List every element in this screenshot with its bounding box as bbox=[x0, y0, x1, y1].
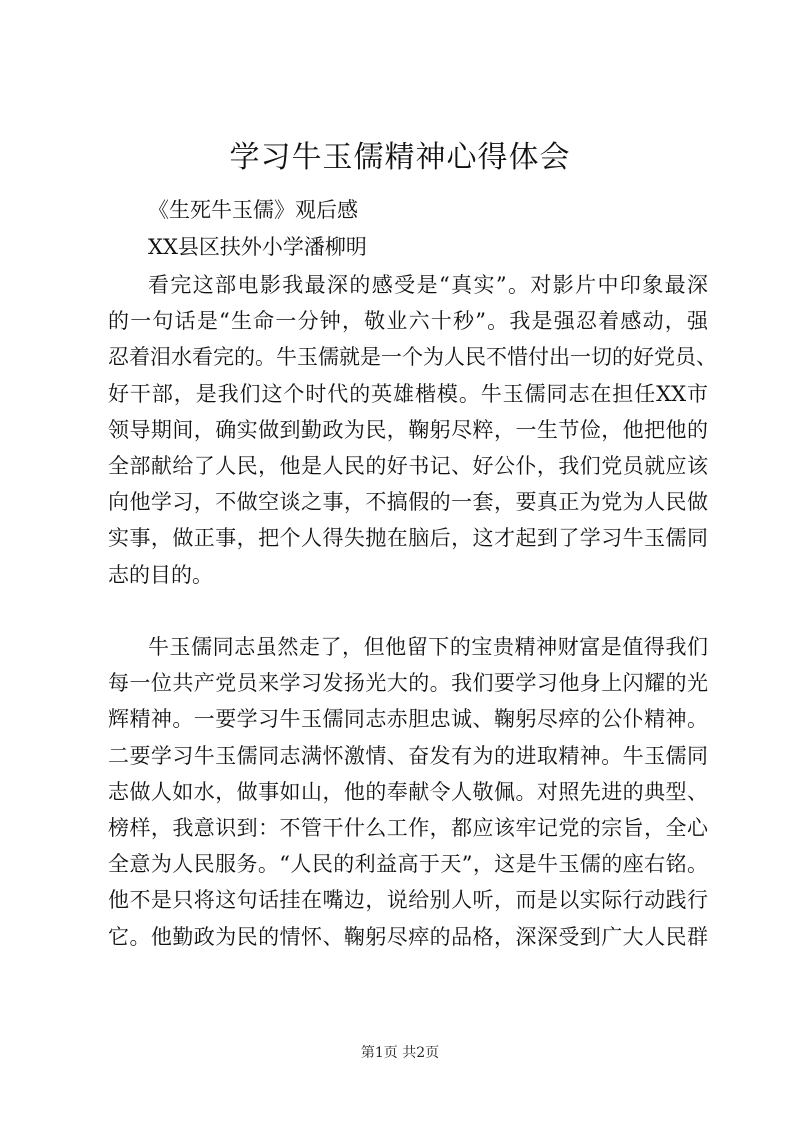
paragraph-line: 志做人如水，做事如山，他的奉献令人敬佩。对照先进的典型、 bbox=[108, 779, 708, 804]
author-line: XX县区扶外小学潘柳明 bbox=[148, 235, 367, 259]
paragraph-line: 好干部，是我们这个时代的英雄楷模。牛玉儒同志在担任XX市 bbox=[108, 381, 708, 406]
paragraph-line: 他不是只将这句话挂在嘴边，说给别人听，而是以实际行动践行 bbox=[108, 888, 708, 913]
paragraph-line: 辉精神。一要学习牛玉儒同志赤胆忠诚、鞠躬尽瘁的公仆精神。 bbox=[108, 707, 708, 732]
paragraph-line: 它。他勤政为民的情怀、鞠躬尽瘁的品格，深深受到广大人民群 bbox=[108, 924, 708, 949]
paragraph-line: 实事，做正事，把个人得失抛在脑后，这才起到了学习牛玉儒同 bbox=[108, 526, 708, 551]
paragraph-line: 看完这部电影我最深的感受是“真实”。对影片中印象最深 bbox=[148, 273, 708, 297]
page-title: 学习牛玉儒精神心得体会 bbox=[229, 140, 571, 175]
paragraph-line: 牛玉儒同志虽然走了，但他留下的宝贵精神财富是值得我们 bbox=[148, 635, 708, 659]
paragraph-line: 志的目的。 bbox=[108, 562, 213, 587]
paragraph-line: 向他学习，不做空谈之事，不搞假的一套，要真正为党为人民做 bbox=[108, 490, 708, 515]
paragraph-line: 忍着泪水看完的。牛玉儒就是一个为人民不惜付出一切的好党员、 bbox=[108, 345, 717, 370]
paragraph-1 bbox=[108, 271, 717, 597]
paragraph-line: 二要学习牛玉儒同志满怀激情、奋发有为的进取精神。牛玉儒同 bbox=[108, 743, 708, 768]
page-footer: 第1页 共2页 bbox=[360, 1045, 440, 1061]
paragraph-line: 的一句话是“生命一分钟，敬业六十秒”。我是强忍着感动，强 bbox=[108, 309, 708, 334]
subtitle: 《生死牛玉儒》观后感 bbox=[148, 198, 358, 222]
paragraph-line: 每一位共产党员来学习发扬光大的。我们要学习他身上闪耀的光 bbox=[108, 671, 708, 696]
paragraph-2 bbox=[108, 633, 708, 959]
paragraph-line: 全部献给了人民，他是人民的好书记、好公仆，我们党员就应该 bbox=[108, 453, 708, 478]
paragraph-line: 榜样，我意识到：不管干什么工作，都应该牢记党的宗旨，全心 bbox=[108, 815, 708, 840]
paragraph-line: 领导期间，确实做到勤政为民，鞠躬尽粹，一生节俭，他把他的 bbox=[108, 417, 708, 442]
paragraph-line: 全意为人民服务。“人民的利益高于天”，这是牛玉儒的座右铭。 bbox=[108, 852, 708, 877]
